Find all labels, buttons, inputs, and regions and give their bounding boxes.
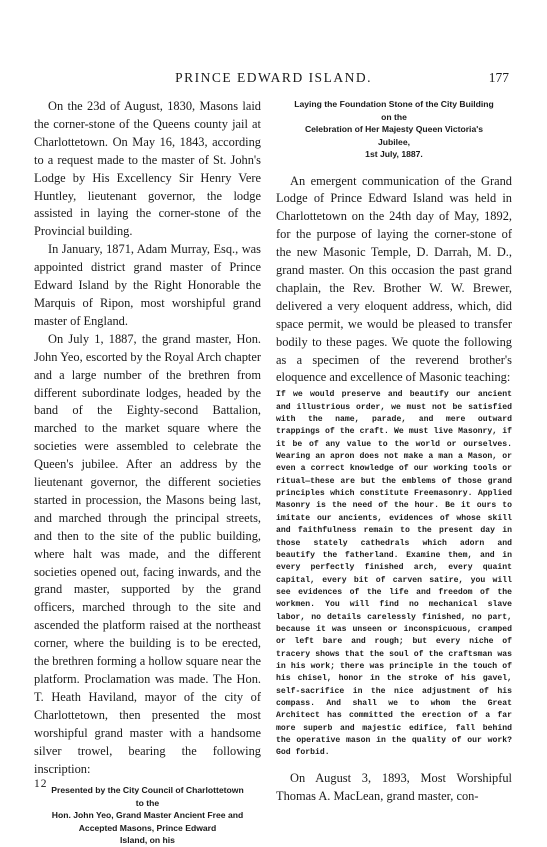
paragraph: On July 1, 1887, the grand master, Hon. John Yeo, escorted by the Royal Arch chapter and a large number of the brethren from different subordinate lodges, headed by the band of the Eighty-second Battalion, marched to the market square where the societies were assembled to celebrate the Queen's jubilee. After an address by the lieutenant governor, the different societies started in procession, the Masons being last, and marched through the principal streets, and then to the site of the public building, where halt was made, and the different societies opened out, facing inwards, and the grand master, supported by the grand officers, marched through to the site and ascended the platform raised at the northeast corner, where the building is to be erected, the brethren forming a hollow square near the platform. Proclamation was made. The Hon. T. Heath Haviland, mayor of the city of Charlottetown, then presented the most worshipful grand master with a handsome silver trowel, bearing the following inscription:: [34, 331, 261, 776]
inscription-line: Celebration of Her Majesty Queen Victoria's: [304, 124, 484, 134]
inscription-line: Laying the Foundation Stone of the City Building: [294, 99, 494, 109]
signature-mark: 12: [34, 778, 48, 790]
trowel-inscription-start: [34, 784, 261, 847]
page-header: [0, 70, 547, 92]
paragraph: On August 3, 1893, Most Worshipful Thomas A. MacLean, grand master, con-: [276, 770, 512, 803]
left-column: [34, 98, 261, 847]
running-head: PRINCE EDWARD ISLAND.: [175, 70, 372, 85]
trowel-inscription-end: [276, 98, 512, 161]
paragraph: In January, 1871, Adam Murray, Esq., was appointed district grand master of Prince Edward Island by the Right Honorable the Marquis of Ripon, most worshipful grand master of England.: [34, 242, 261, 328]
inscription-line: Presented by the City Council of Charlottetown: [51, 785, 244, 796]
inscription-line: Accepted Masons, Prince Edward: [78, 822, 217, 833]
paragraph: An emergent communication of the Grand Lodge of Prince Edward Island was held in Charlottetown on the 24th day of May, 1892, for the purpose of laying the corner-stone of the new Masonic Temple, D. Darrah, M. D., grand master. On this occasion the past grand chaplain, the Rev. Brother W. W. Brewer, delivered a very eloquent address, which, did space permit, we would be pleased to transfer bodily to these pages. We quote the following as a specimen of the reverend brother's eloquence and excellence of Masonic teaching:: [276, 173, 512, 385]
page-number: 177: [488, 70, 509, 85]
inscription-line: on the: [381, 111, 407, 122]
inscription-line: 1st July, 1887.: [365, 149, 423, 159]
paragraph: On the 23d of August, 1830, Masons laid the corner-stone of the Queens county jail at Charlottetown. On May 16, 1843, according to a request made to the master of St. John's Lodge by His Excellency Sir Henry Vere Huntley, lieutenant governor, the lodge assisted in laying the corner-stone of the Provincial building.: [34, 99, 261, 239]
inscription-line: Island, on his: [120, 835, 175, 846]
block-quote: If we would preserve and beautify our ancient and illustrious order, we must not be satisfied with the name, parade, and mere outward trappings of the craft. We must live Masonry, if it be of any value to the world or ourselves. Wearing an apron does not make a man a Mason, or even a correct knowledge of our working tools or ritual—these are but the emblems of those grand principles which constitute Freemasonry. Applied Masonry is the need of the hour. Be it ours to imitate our ancients, evidences of whose skill and faithfulness remain to the present day in those stately cathedrals which adorn and beautify the fatherland. Examine them, and in every perfectly finished arch, every quaint capital, every bit of carven satire, you will see evidences of the life and freedom of the workmen. You will find no mechanical slave labor, no details carelessly finished, no part, because it was unseen or inconspicuous, cramped or left bare and rough; but every niche of tracery shows that the soul of the craftsman was in his work; there was principle in the touch of his chisel, honor in the stroke of his gavel, self-sacrifice in the nice adjustment of his compass. And shall we to whom the Great Architect has committed the erection of a far more superb and majestic edifice, fall behind the operative mason in the quality of our work? God forbid.: [276, 390, 512, 758]
inscription-line: Jubilee,: [378, 136, 410, 147]
right-column: [276, 98, 512, 806]
inscription-line: to the: [135, 797, 160, 808]
inscription-line: Hon. John Yeo, Grand Master Ancient Free and: [51, 810, 244, 821]
